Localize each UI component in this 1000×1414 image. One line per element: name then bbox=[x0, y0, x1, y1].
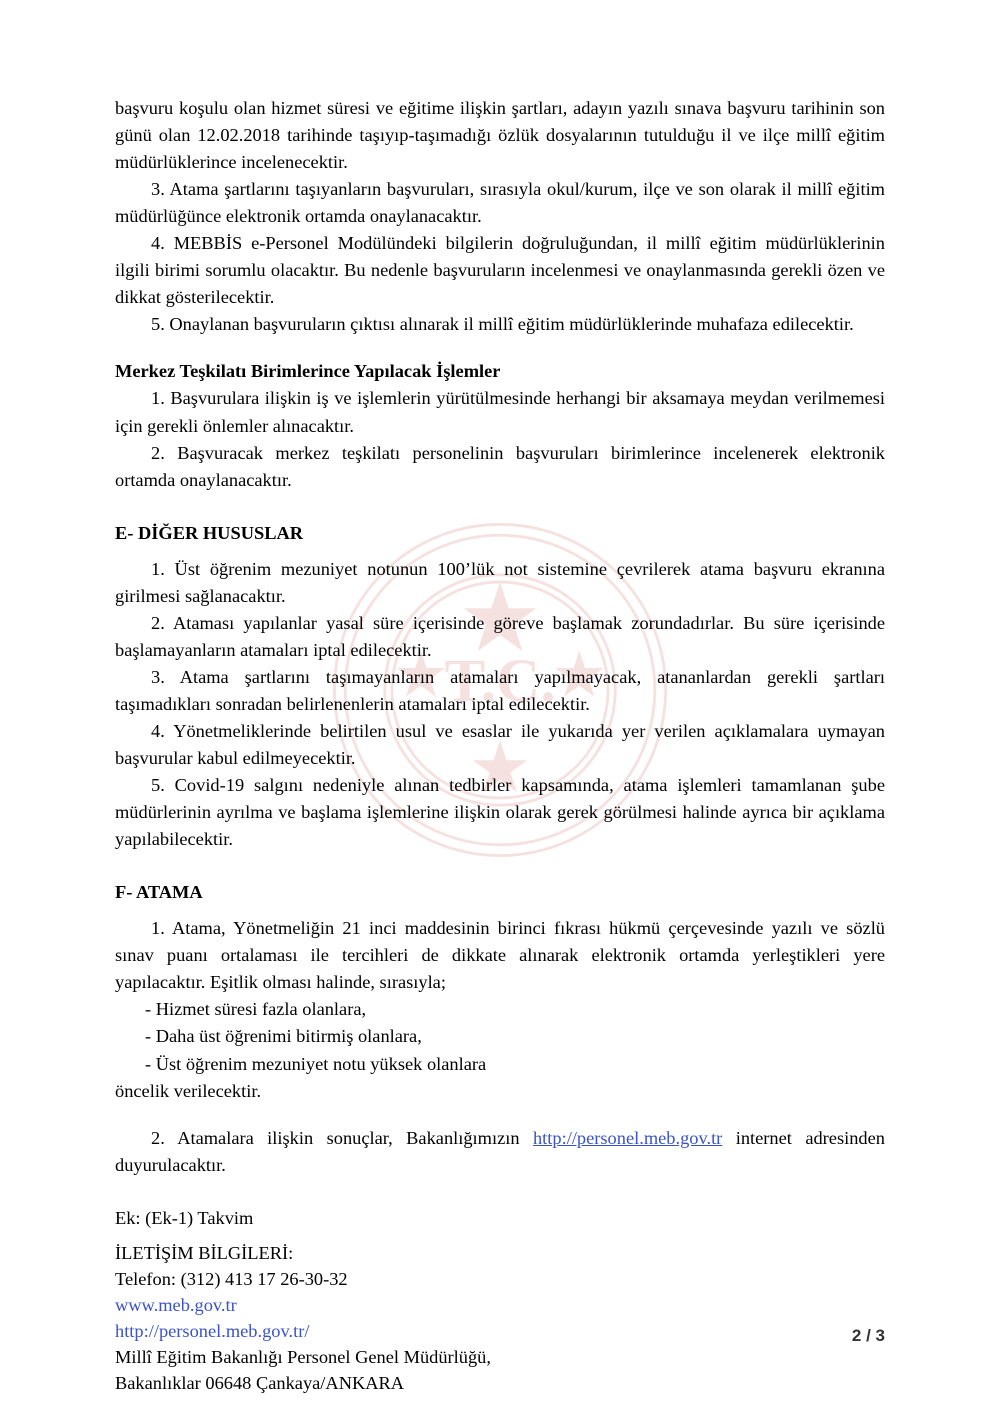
attachment-line: Ek: (Ek-1) Takvim bbox=[115, 1207, 254, 1228]
contact-link-meb bbox=[115, 1292, 885, 1318]
meb-gov-tr-link[interactable]: www.meb.gov.tr bbox=[115, 1295, 237, 1316]
merkez-item-2: 2. Başvuracak merkez teşkilatı personelinin başvuruları birimlerince incelenerek elektronik ortamda onaylanacaktır. bbox=[115, 442, 885, 490]
contact-address-line2: Bakanlıklar 06648 Çankaya/ANKARA bbox=[115, 1373, 405, 1394]
atama-item-1: 1. Atama, Yönetmeliğin 21 inci maddesinin birinci fıkrası hükmü çerçevesinde yazılı ve sözlü sınav puanı ortalaması ile tercihleri de dikkate alınarak elektronik ortamda yerleştikleri yere yapılacaktır. Eşitlik olması halinde, sırasıyla; bbox=[115, 918, 885, 993]
heading-merkez-teskilati: Merkez Teşkilatı Birimlerince Yapılacak İşlemler bbox=[115, 361, 501, 382]
document-body bbox=[115, 95, 885, 1397]
atama-item-2-suffix: internet adresinden duyurulacaktır. bbox=[115, 1127, 885, 1175]
contact-title: İLETİŞİM BİLGİLERİ: bbox=[115, 1242, 294, 1263]
heading-atama: F- ATAMA bbox=[115, 882, 203, 903]
merkez-item-1: 1. Başvurulara ilişkin iş ve işlemlerin yürütülmesinde herhangi bir aksamaya meydan verilmemesi için gerekli önlemler alınacaktır. bbox=[115, 388, 885, 436]
personel-meb-gov-tr-link[interactable]: http://personel.meb.gov.tr/ bbox=[115, 1321, 310, 1342]
diger-item-1: 1. Üst öğrenim mezuniyet notunun 100’lük not sistemine çevrilerek atama başvuru ekranına girilmesi sağlanacaktır. bbox=[115, 558, 885, 606]
diger-item-2: 2. Ataması yapılanlar yasal süre içerisinde göreve başlamak zorundadırlar. Bu süre içerisinde başlamayanların atamaları iptal edilecektir. bbox=[115, 612, 885, 660]
atama-bullets-tail: öncelik verilecektir. bbox=[115, 1080, 262, 1101]
diger-item-4: 4. Yönetmeliklerinde belirtilen usul ve esaslar ile yukarıda yer verilen açıklamalara uymayan başvurular kabul edilmeyecektir. bbox=[115, 720, 885, 769]
paragraph-item-4: 4. MEBBİS e-Personel Modülündeki bilgilerin doğruluğundan, il millî eğitim müdürlüklerinin ilgili birimi sorumlu olacaktır. Bu nedenle başvuruların incelenmesi ve onaylanmasında gerekli özen ve dikkat gösterilecektir. bbox=[115, 233, 885, 308]
atama-bullet-1: - Hizmet süresi fazla olanlara, bbox=[145, 999, 367, 1020]
atama-bullet-3: - Üst öğrenim mezuniyet notu yüksek olanlara bbox=[145, 1053, 487, 1074]
svg-text:T.C.: T.C. bbox=[444, 646, 556, 715]
paragraph-item-3: 3. Atama şartlarını taşıyanların başvuruları, sırasıyla okul/kurum, ilçe ve son olarak il millî eğitim müdürlüğünce elektronik ortamda onaylanacaktır. bbox=[115, 179, 885, 227]
atama-item-2 bbox=[115, 1125, 885, 1179]
page-number: 2 / 3 bbox=[851, 1326, 885, 1345]
personel-meb-link[interactable]: http://personel.meb.gov.tr bbox=[532, 1127, 723, 1148]
diger-item-5: 5. Covid-19 salgını nedeniyle alınan tedbirler kapsamında, atama işlemleri tamamlanan şube müdürlerinin ayrılma ve başlama işlemlerine ilişkin olarak gerek görülmesi halinde ayrıca bir açıklama yapılabilecektir. bbox=[115, 775, 885, 850]
atama-bullet-2: - Daha üst öğrenimi bitirmiş olanlara, bbox=[145, 1026, 422, 1047]
footer-contact-block bbox=[115, 1205, 885, 1397]
contact-phone: Telefon: (312) 413 17 26-30-32 bbox=[115, 1268, 348, 1289]
paragraph-continued: başvuru koşulu olan hizmet süresi ve eğitime ilişkin şartları, adayın yazılı sınava başvuru tarihinin son günü olan 12.02.2018 tarihinde taşıyıp-taşımadığı özlük dosyalarının tutulduğu il ve ilçe millî eğitim müdürlüklerince incelenecektir. bbox=[115, 98, 885, 173]
heading-diger-hususlar: E- DİĞER HUSUSLAR bbox=[115, 522, 304, 543]
contact-address-line1: Millî Eğitim Bakanlığı Personel Genel Müdürlüğü, bbox=[115, 1347, 491, 1368]
atama-item-2-prefix: 2. Atamalara ilişkin sonuçlar, Bakanlığımızın bbox=[151, 1127, 520, 1148]
diger-item-3: 3. Atama şartlarını taşımayanların atamaları yapılmayacak, atananlardan gerekli şartları taşımadıkları sonradan belirlenenlerin atamaları iptal edilecektir. bbox=[115, 666, 885, 714]
contact-link-personel bbox=[115, 1318, 885, 1344]
paragraph-item-5: 5. Onaylanan başvuruların çıktısı alınarak il millî eğitim müdürlüklerinde muhafaza edilecektir. bbox=[151, 314, 854, 335]
